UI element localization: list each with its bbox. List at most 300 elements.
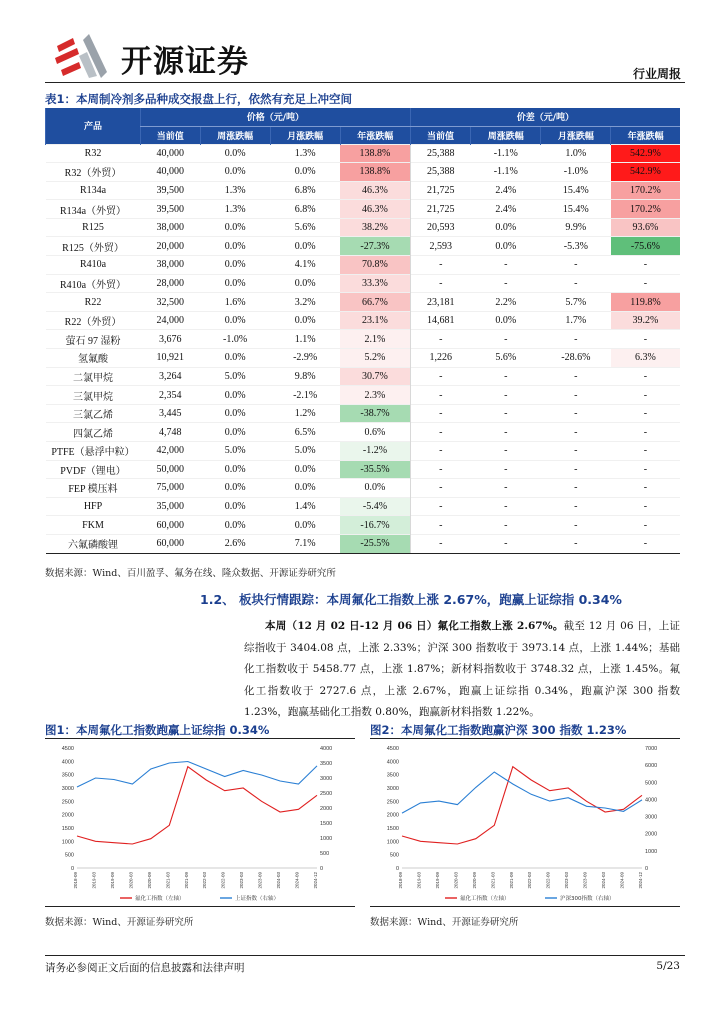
x-tick-label: 2019-03 [416,872,422,889]
table-cell: - [471,256,541,275]
legend-label: 氟化工指数（左轴） [460,896,510,902]
x-tick-label: 2024-09 [619,872,625,889]
product-name-cell: 萤石 97 湿粉 [46,330,141,349]
col-header: 周涨跌幅 [471,126,541,144]
table-cell: 38.2% [340,218,410,237]
series-line-1 [402,772,642,813]
table-cell: 24,000 [141,311,201,330]
table-cell: 42,000 [141,442,201,461]
table-cell: 1,226 [410,349,471,368]
left-tick-label: 3000 [61,786,74,792]
x-tick-label: 2023-09 [582,872,588,889]
table-cell: 0.0% [200,218,270,237]
table-cell: 39,500 [141,200,201,219]
right-tick-label: 4000 [645,797,658,804]
table-cell: 75,000 [141,479,201,498]
table-cell: 0.0% [200,274,270,293]
table-row [46,534,681,553]
header-divider [45,82,685,83]
x-tick-label: 2024-12 [313,872,318,889]
figure-1-chart [45,740,355,906]
x-tick-label: 2020-03 [128,872,134,889]
table-cell: -5.4% [340,497,410,516]
table-cell: - [541,534,611,553]
table-cell: 0.0% [200,386,270,405]
left-tick-label: 3500 [61,772,74,779]
table-cell: - [410,386,471,405]
table-cell: 23,181 [410,293,471,312]
table-cell: 0.0% [471,237,541,256]
table-cell: 0.0% [200,404,270,423]
table-cell: - [410,404,471,423]
table-cell: - [471,367,541,386]
table-cell: - [471,386,541,405]
product-name-cell: FKM [46,516,141,535]
left-tick-label: 4000 [61,759,74,766]
table-cell: -1.1% [471,163,541,182]
table-cell: 0.0% [270,516,340,535]
table-row [46,497,681,516]
table-cell: - [611,442,680,461]
table-cell: - [541,330,611,349]
table-cell: 38,000 [141,256,201,275]
x-tick-label: 2023-09 [257,872,263,889]
table-cell: 138.8% [340,163,410,182]
table-cell: - [471,442,541,461]
table-cell: - [611,274,680,293]
table-cell: -1.0% [541,163,611,182]
x-tick-label: 2023-03 [239,872,245,889]
table-cell: 3,264 [141,367,201,386]
table-cell: 15.4% [541,200,611,219]
table-cell: 1.1% [270,330,340,349]
table-cell: 0.0% [200,144,270,163]
table-cell: 93.6% [611,218,680,237]
x-tick-label: 2024-09 [294,872,300,889]
table-cell: 35,000 [141,497,201,516]
table-cell: - [611,479,680,498]
table-cell: 3,445 [141,404,201,423]
x-tick-label: 2022-09 [220,872,226,889]
table-cell: 6.5% [270,423,340,442]
table-cell: 5.2% [340,349,410,368]
table-cell: - [471,516,541,535]
x-tick-label: 2022-09 [545,872,551,889]
table-cell: - [410,442,471,461]
left-tick-label: 2500 [61,799,74,806]
product-name-cell: R134a [46,181,141,200]
table-cell: 1.3% [200,200,270,219]
table-cell: 5.0% [270,442,340,461]
table-cell: 0.0% [471,311,541,330]
table-cell: - [611,460,680,479]
table-cell: 40,000 [141,144,201,163]
table-cell: 0.6% [340,423,410,442]
left-tick-label: 1500 [386,826,399,832]
table-cell: 0.0% [270,479,340,498]
table-row [46,349,681,368]
group-price: 价格（元/吨） [141,108,411,126]
section-title: 1.2、 板块行情跟踪：本周氟化工指数上涨 2.67%，跑赢上证综指 0.34% [200,592,622,607]
product-name-cell: R32 [46,144,141,163]
table-cell: 14,681 [410,311,471,330]
table-cell: 0.0% [200,349,270,368]
table-cell: - [611,516,680,535]
table-cell: -75.6% [611,237,680,256]
table-cell: 0.0% [200,460,270,479]
table-cell: 0.0% [270,460,340,479]
series-line-1 [77,762,317,788]
table-row [46,200,681,219]
table-cell: - [410,423,471,442]
table-cell: 25,388 [410,163,471,182]
price-table [45,108,680,554]
product-name-cell: PVDF（锂电） [46,460,141,479]
table-row [46,256,681,275]
x-tick-label: 2018-09 [73,872,78,889]
product-name-cell: HFP [46,497,141,516]
left-tick-label: 1000 [61,839,74,846]
table-cell: 170.2% [611,200,680,219]
table-cell: 1.2% [270,404,340,423]
table-cell: -1.0% [200,330,270,349]
series-line-0 [77,767,317,844]
left-tick-label: 4000 [386,759,399,766]
table-cell: - [611,404,680,423]
table-cell: 542.9% [611,163,680,182]
table-cell: 2.3% [340,386,410,405]
table-cell: - [410,460,471,479]
table-cell: - [410,256,471,275]
col-header: 月涨跌幅 [541,126,611,144]
figure-2-top-rule [370,738,680,739]
left-tick-label: 2000 [61,812,74,819]
table-cell: 50,000 [141,460,201,479]
x-tick-label: 2020-03 [453,872,459,889]
table-cell: -25.5% [340,534,410,553]
table-cell: 170.2% [611,181,680,200]
table-row [46,367,681,386]
x-tick-label: 2021-03 [490,872,496,889]
right-tick-label: 1000 [320,836,333,842]
product-name-cell: R32（外贸） [46,163,141,182]
right-tick-label: 6000 [645,763,658,770]
table-cell: 20,000 [141,237,201,256]
product-name-cell: 三氯甲烷 [46,386,141,405]
table-cell: 60,000 [141,534,201,553]
x-tick-label: 2024-12 [638,872,643,889]
right-tick-label: 3000 [320,776,333,782]
table-cell: 0.0% [200,516,270,535]
table-cell: -35.5% [340,460,410,479]
left-tick-label: 500 [389,852,399,859]
figure-2-source: 数据来源：Wind、开源证券研究所 [370,917,519,928]
x-tick-label: 2021-09 [183,872,189,889]
table-cell: -1.1% [471,144,541,163]
group-spread: 价差（元/吨） [410,108,680,126]
table-cell: 0.0% [270,311,340,330]
table-row [46,181,681,200]
table-cell: 5.6% [270,218,340,237]
table-cell: - [541,386,611,405]
table-cell: 1.6% [200,293,270,312]
table-cell: 3.2% [270,293,340,312]
kaiyuan-logo-icon [53,32,111,80]
table-cell: 46.3% [340,200,410,219]
table-cell: 5.0% [200,367,270,386]
left-tick-label: 1500 [61,826,74,832]
paragraph-lead: 本周（12 月 02 日-12 月 06 日）氟化工指数上涨 2.67%。 [265,620,564,632]
table-row [46,293,681,312]
right-tick-label: 2500 [320,791,333,797]
x-tick-label: 2021-09 [508,872,514,889]
x-tick-label: 2018-09 [398,872,403,889]
left-tick-label: 0 [70,866,74,872]
table-cell: - [541,460,611,479]
right-tick-label: 2000 [645,831,658,838]
x-tick-label: 2019-09 [434,872,440,889]
table-cell: - [541,256,611,275]
table-cell: 2.1% [340,330,410,349]
table-cell: 0.0% [200,479,270,498]
table-cell: 15.4% [541,181,611,200]
table-cell: - [471,330,541,349]
table-cell: - [611,330,680,349]
table-row [46,218,681,237]
right-tick-label: 2000 [320,806,333,812]
report-type: 行业周报 [632,67,681,81]
table-cell: - [471,404,541,423]
col-header: 年涨跌幅 [611,126,680,144]
table-cell: -28.6% [541,349,611,368]
table-cell: 6.8% [270,200,340,219]
table-cell: 33.3% [340,274,410,293]
table-row [46,237,681,256]
table-cell: 2,354 [141,386,201,405]
table-cell: 2.2% [471,293,541,312]
right-tick-label: 3500 [320,761,333,767]
table-cell: 0.0% [340,479,410,498]
table-row [46,311,681,330]
col-header: 周涨跌幅 [200,126,270,144]
table-cell: - [410,534,471,553]
x-tick-label: 2024-03 [276,872,282,889]
col-header: 当前值 [410,126,471,144]
table-cell: -2.1% [270,386,340,405]
product-name-cell: FEP 模压料 [46,479,141,498]
left-tick-label: 4500 [61,746,74,752]
page-number: 5/23 [656,960,680,972]
table-cell: 1.7% [541,311,611,330]
x-tick-label: 2019-03 [91,872,97,889]
table-cell: 70.8% [340,256,410,275]
table-cell: 4,748 [141,423,201,442]
product-name-cell: R125（外贸） [46,237,141,256]
table-cell: 5.7% [541,293,611,312]
x-tick-label: 2020-09 [146,872,152,889]
table-cell: - [471,534,541,553]
table-cell: 0.0% [200,311,270,330]
x-tick-label: 2024-03 [601,872,607,889]
x-tick-label: 2022-03 [202,872,208,889]
table-cell: 2.4% [471,181,541,200]
table-cell: 138.8% [340,144,410,163]
table-cell: 2.6% [200,534,270,553]
table-cell: - [611,386,680,405]
table-cell: - [541,442,611,461]
table-cell: - [541,516,611,535]
table-cell: - [410,274,471,293]
right-tick-label: 0 [320,866,324,872]
table-row [46,516,681,535]
table-cell: 0.0% [200,256,270,275]
table-cell: 9.9% [541,218,611,237]
table-cell: 1.3% [200,181,270,200]
table-cell: 28,000 [141,274,201,293]
table-cell: 1.4% [270,497,340,516]
right-tick-label: 3000 [645,814,658,821]
table-cell: 60,000 [141,516,201,535]
figure-1-source: 数据来源：Wind、开源证券研究所 [45,917,194,928]
table-row [46,460,681,479]
product-name-cell: R410a（外贸） [46,274,141,293]
right-tick-label: 1000 [645,848,658,855]
product-name-cell: R125 [46,218,141,237]
col-header: 当前值 [141,126,201,144]
table-row [46,404,681,423]
footer-divider [45,955,685,956]
table-cell: 40,000 [141,163,201,182]
figure-2-title: 图2：本周氟化工指数跑赢沪深 300 指数 1.23% [370,723,627,737]
table-cell: -5.3% [541,237,611,256]
table-cell: 542.9% [611,144,680,163]
table-cell: 0.0% [270,237,340,256]
product-name-cell: R410a [46,256,141,275]
table-cell: 9.8% [270,367,340,386]
table-cell: 30.7% [340,367,410,386]
table-row [46,479,681,498]
table-cell: 38,000 [141,218,201,237]
table-cell: 2,593 [410,237,471,256]
table-cell: 39.2% [611,311,680,330]
table-cell: 6.3% [611,349,680,368]
series-line-0 [402,767,642,844]
table-cell: - [410,479,471,498]
table-cell: - [611,534,680,553]
table-cell: 0.0% [200,423,270,442]
table-cell: - [471,497,541,516]
table-cell: 21,725 [410,181,471,200]
table-cell: 1.3% [270,144,340,163]
table-row [46,386,681,405]
x-tick-label: 2020-09 [471,872,477,889]
table-cell: -27.3% [340,237,410,256]
x-tick-label: 2022-03 [527,872,533,889]
product-name-cell: PTFE（悬浮中粒） [46,442,141,461]
right-tick-label: 4000 [320,746,333,752]
table-row [46,442,681,461]
table-cell: - [410,516,471,535]
table-source: 数据来源：Wind、百川盈孚、氟务在线、隆众数据、开源证券研究所 [45,568,336,579]
table-title: 表1：本周制冷剂多品种成交报盘上行，依然有充足上冲空间 [45,92,352,106]
table-cell: - [471,274,541,293]
table-cell: - [410,367,471,386]
product-name-cell: R22 [46,293,141,312]
figure-1-title: 图1：本周氟化工指数跑赢上证综指 0.34% [45,723,270,737]
logo-text: 开源证券 [121,44,249,80]
figure-2-bottom-rule [370,906,680,907]
right-tick-label: 1500 [320,821,333,827]
table-cell: 0.0% [270,163,340,182]
table-cell: -2.9% [270,349,340,368]
table-cell: 39,500 [141,181,201,200]
table-cell: 46.3% [340,181,410,200]
table-cell: 10,921 [141,349,201,368]
legend-label: 氟化工指数（左轴） [135,896,185,902]
table-cell: 21,725 [410,200,471,219]
left-tick-label: 1000 [386,839,399,846]
right-tick-label: 0 [645,866,649,872]
table-row [46,423,681,442]
table-cell: 0.0% [270,274,340,293]
right-tick-label: 7000 [645,746,658,752]
table-cell: - [471,460,541,479]
table-cell: -1.2% [340,442,410,461]
table-cell: - [541,423,611,442]
product-name-cell: R22（外贸） [46,311,141,330]
table-cell: 0.0% [200,237,270,256]
table-row [46,274,681,293]
footer-disclaimer: 请务必参阅正文后面的信息披露和法律声明 [45,962,245,974]
figure-1-top-rule [45,738,355,739]
table-cell: - [611,423,680,442]
table-row [46,144,681,163]
col-header: 月涨跌幅 [270,126,340,144]
table-cell: - [471,423,541,442]
table-cell: - [611,497,680,516]
paragraph-body: 截至 12 月 06 日，上证综指收于 3404.08 点，上涨 2.33%；沪深 300 指数收于 3973.14 点，上涨 1.44%；基础化工指数收于 5458.77 点，上涨 1.87%；新材料指数收于 3748.32 点，上涨 1.45%。氟化工指数收于 2727.6 点，上涨 2.67%，跑赢上证综指 0.34%，跑赢沪深 300 指数 1.23%，跑赢基础化工指数 0.80%，跑赢新材料指数 1.22%。 [244,620,680,718]
col-header: 年涨跌幅 [340,126,410,144]
table-cell: 5.0% [200,442,270,461]
table-cell: 6.8% [270,181,340,200]
page-header [45,18,685,80]
left-tick-label: 3500 [386,772,399,779]
table-cell: - [541,404,611,423]
table-cell: 20,593 [410,218,471,237]
table-cell: 1.0% [541,144,611,163]
table-row [46,163,681,182]
table-cell: 119.8% [611,293,680,312]
table-cell: -38.7% [340,404,410,423]
table-row [46,330,681,349]
table-cell: 5.6% [471,349,541,368]
left-tick-label: 0 [395,866,399,872]
table-cell: - [611,256,680,275]
x-tick-label: 2019-09 [109,872,115,889]
legend-label: 沪深300指数（右轴） [560,896,615,902]
x-tick-label: 2021-03 [165,872,171,889]
left-tick-label: 3000 [386,786,399,792]
table-cell: 32,500 [141,293,201,312]
left-tick-label: 2000 [386,812,399,819]
figure-2-chart [370,740,680,906]
left-tick-label: 4500 [386,746,399,752]
table-cell: - [410,330,471,349]
right-tick-label: 5000 [645,780,658,787]
table-cell: - [541,497,611,516]
table-cell: - [410,497,471,516]
section-paragraph [244,616,680,724]
